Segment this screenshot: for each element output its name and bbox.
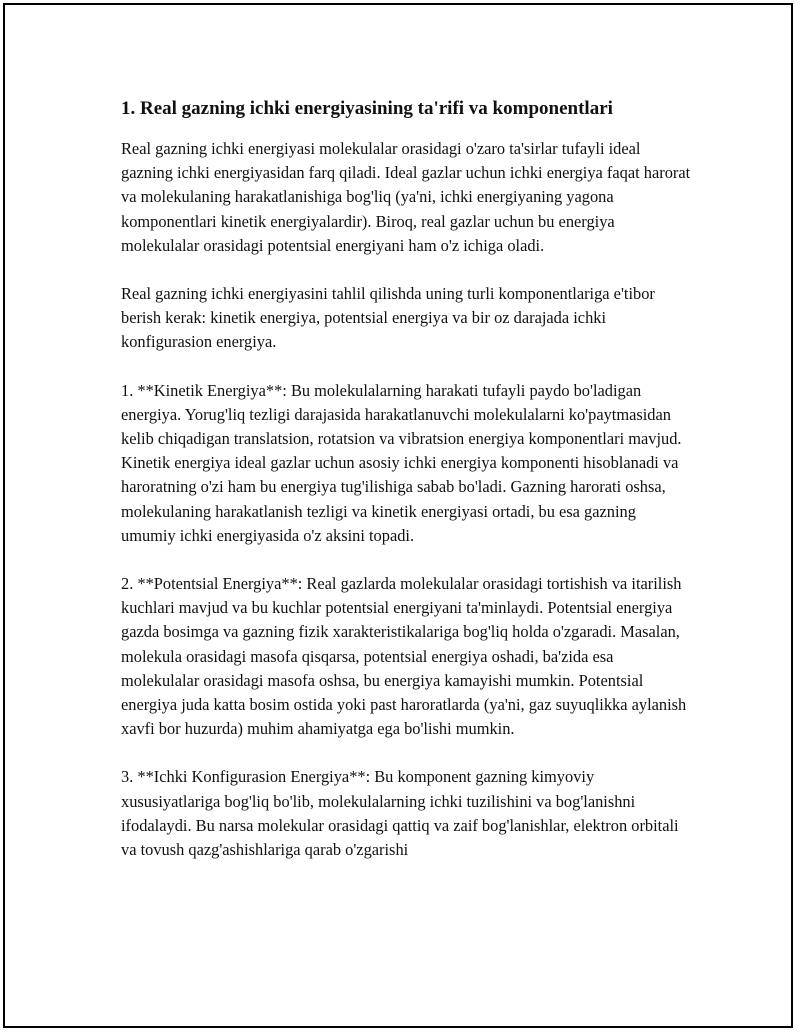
paragraph-kinetic-energy: 1. **Kinetik Energiya**: Bu molekulalarning harakati tufayli paydo bo'ladigan energiya. Yorug'liq tezligi darajasida harakatlanuvchi molekulalarni ko'paytmasidan kelib chiqadigan translatsion, rotatsion va vibratsion energiya komponentlari mavjud. Kinetik energiya ideal gazlar uchun asosiy ichki energiya komponenti hisoblanadi va haroratning o'zi ham bu energiya tug'ilishiga sabab bo'ladi. Gazning harorati oshsa, molekulaning harakatlanish tezligi va kinetik energiyasi ortadi, bu esa gazning umumiy ichki energiyasida o'z aksini topadi. <box>121 380 682 545</box>
section-heading: 1. Real gazning ichki energiyasining ta'rifi va komponentlari <box>121 98 613 119</box>
paragraph-components: Real gazning ichki energiyasini tahlil qilishda uning turli komponentlariga e'tibor berish kerak: kinetik energiya, potentsial energiya va bir oz darajada ichki konfigurasion energiya. <box>121 284 655 352</box>
paragraph-intro: Real gazning ichki energiyasi molekulalar orasidagi o'zaro ta'sirlar tufayli ideal gazning ichki energiyasidan farq qiladi. Ideal gazlar uchun ichki energiya faqat harorat va molekulaning harakatlanishiga bog'liq (ya'ni, ichki energiyaning yagona komponentlari kinetik energiyalardir). Biroq, real gazlar uchun bu energiya molekulalar orasidagi potentsial energiyani ham o'z ichiga oladi. <box>121 139 691 255</box>
paragraph-potential-energy: 2. **Potentsial Energiya**: Real gazlarda molekulalar orasidagi tortishish va itarilish kuchlari mavjud va bu kuchlar potentsial energiyani ta'minlaydi. Potentsial energiya gazda bosimga va gazning fizik xarakteristikalariga bog'liq holda o'zgaradi. Masalan, molekula orasidagi masofa qisqarsa, potentsial energiya oshadi, ba'zida esa molekulalar orasidagi masofa oshsa, bu energiya kamayishi mumkin. Potentsial energiya juda katta bosim ostida yoki past haroratlarda (ya'ni, gaz suyuqlikka aylanish xavfi bor huzurda) muhim ahamiyatga ega bo'lishi mumkin. <box>121 574 687 739</box>
paragraph-configuration-energy: 3. **Ichki Konfigurasion Energiya**: Bu komponent gazning kimyoviy xususiyatlariga bog'liq bo'lib, molekulalarning ichki tuzilishini va bog'lanishni ifodalaydi. Bu narsa molekular orasidagi qattiq va zaif bog'lanishlar, elektron orbitali va tovush qazg'ashishlariga qarab o'zgarishi <box>121 767 679 860</box>
document-body <box>121 95 693 886</box>
document-page <box>3 3 793 1028</box>
